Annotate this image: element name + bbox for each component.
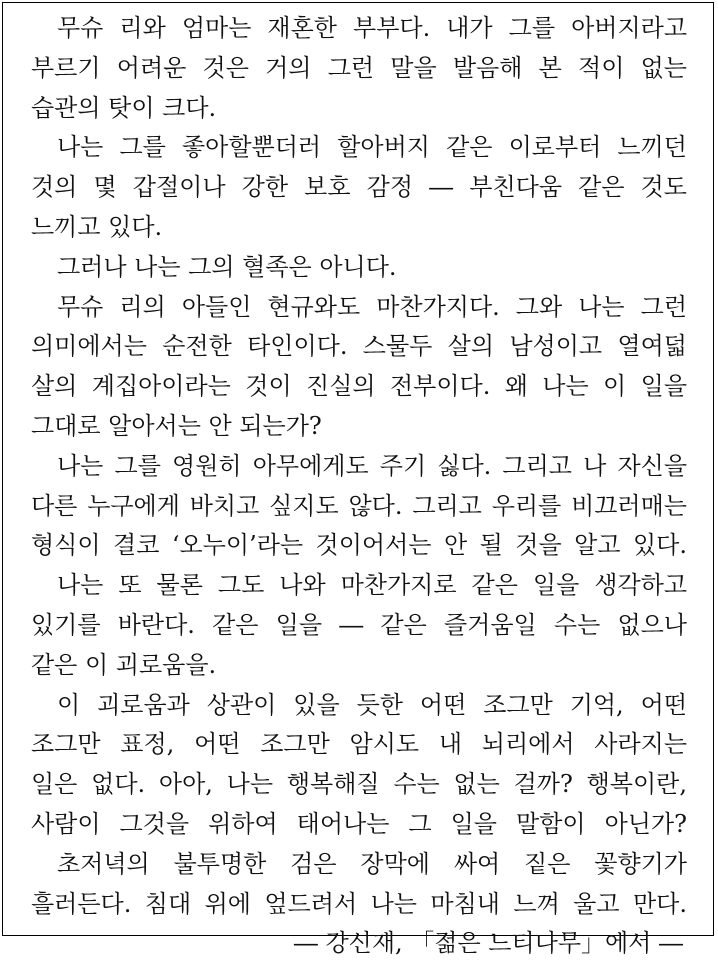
paragraph — [31, 128, 687, 247]
paragraph — [31, 845, 687, 925]
text-line: 것의 몇 갑절이나 강한 보호 감정 ― 부친다움 같은 것도 — [31, 173, 687, 202]
text-line: 일은 없다. 아아, 나는 행복해질 수는 없는 걸까? 행복이란, — [31, 770, 687, 799]
paragraph — [31, 447, 687, 566]
text-line: 느끼고 있다. — [31, 212, 163, 241]
paragraph — [31, 248, 687, 288]
paragraph — [31, 686, 687, 845]
text-line: 의미에서는 순전한 타인이다. 스물두 살의 남성이고 열여덟 — [31, 332, 687, 361]
text-line: 사람이 그것을 위하여 태어나는 그 일을 말함이 아닌가? — [31, 809, 687, 838]
text-line: 다른 누구에게 바치고 싶지도 않다. 그리고 우리를 비끄러매는 — [31, 491, 687, 520]
paragraph — [31, 288, 687, 447]
text-line: 부르기 어려운 것은 거의 그런 말을 발음해 본 적이 없는 — [31, 53, 687, 82]
source-citation: ― 강신재, 「젊은 느티나무」에서 ― — [293, 929, 683, 958]
text-line: 무슈 리와 엄마는 재혼한 부부다. 내가 그를 아버지라고 — [57, 14, 687, 42]
text-line: 나는 또 물론 그도 나와 마찬가지로 같은 일을 생각하고 — [57, 571, 687, 600]
text-line: 같은 이 괴로움을. — [31, 650, 217, 679]
text-line: 나는 그를 영원히 아무에게도 주기 싫다. 그리고 나 자신을 — [57, 451, 687, 480]
document-page — [2, 2, 714, 958]
text-line: 습관의 탓이 크다. — [31, 93, 217, 122]
paragraph — [31, 9, 687, 128]
text-line: 무슈 리의 아들인 현규와도 마찬가지다. 그와 나는 그런 — [57, 292, 687, 321]
text-line: 나는 그를 좋아할뿐더러 할아버지 같은 이로부터 느끼던 — [57, 133, 687, 162]
text-line: 살의 계집아이라는 것이 진실의 전부이다. 왜 나는 이 일을 — [31, 372, 687, 401]
text-line: 이 괴로움과 상관이 있을 듯한 어떤 조그만 기억, 어떤 — [57, 690, 687, 719]
text-line: 흘러든다. 침대 위에 엎드려서 나는 마침내 느껴 울고 만다. — [31, 889, 687, 918]
text-line: 형식이 결코 ‘오누이’라는 것이어서는 안 될 것을 알고 있다. — [31, 531, 687, 560]
text-line: 조그만 표정, 어떤 조그만 암시도 내 뇌리에서 사라지는 — [31, 730, 687, 759]
text-line: 그대로 알아서는 안 되는가? — [31, 411, 322, 440]
paragraph — [31, 566, 687, 685]
text-line: 초저녁의 불투명한 검은 장막에 싸여 짙은 꽃향기가 — [57, 849, 687, 878]
text-line: 있기를 바란다. 같은 일을 ― 같은 즐거움일 수는 없으나 — [31, 610, 687, 639]
text-line: 그러나 나는 그의 혈족은 아니다. — [57, 252, 397, 281]
